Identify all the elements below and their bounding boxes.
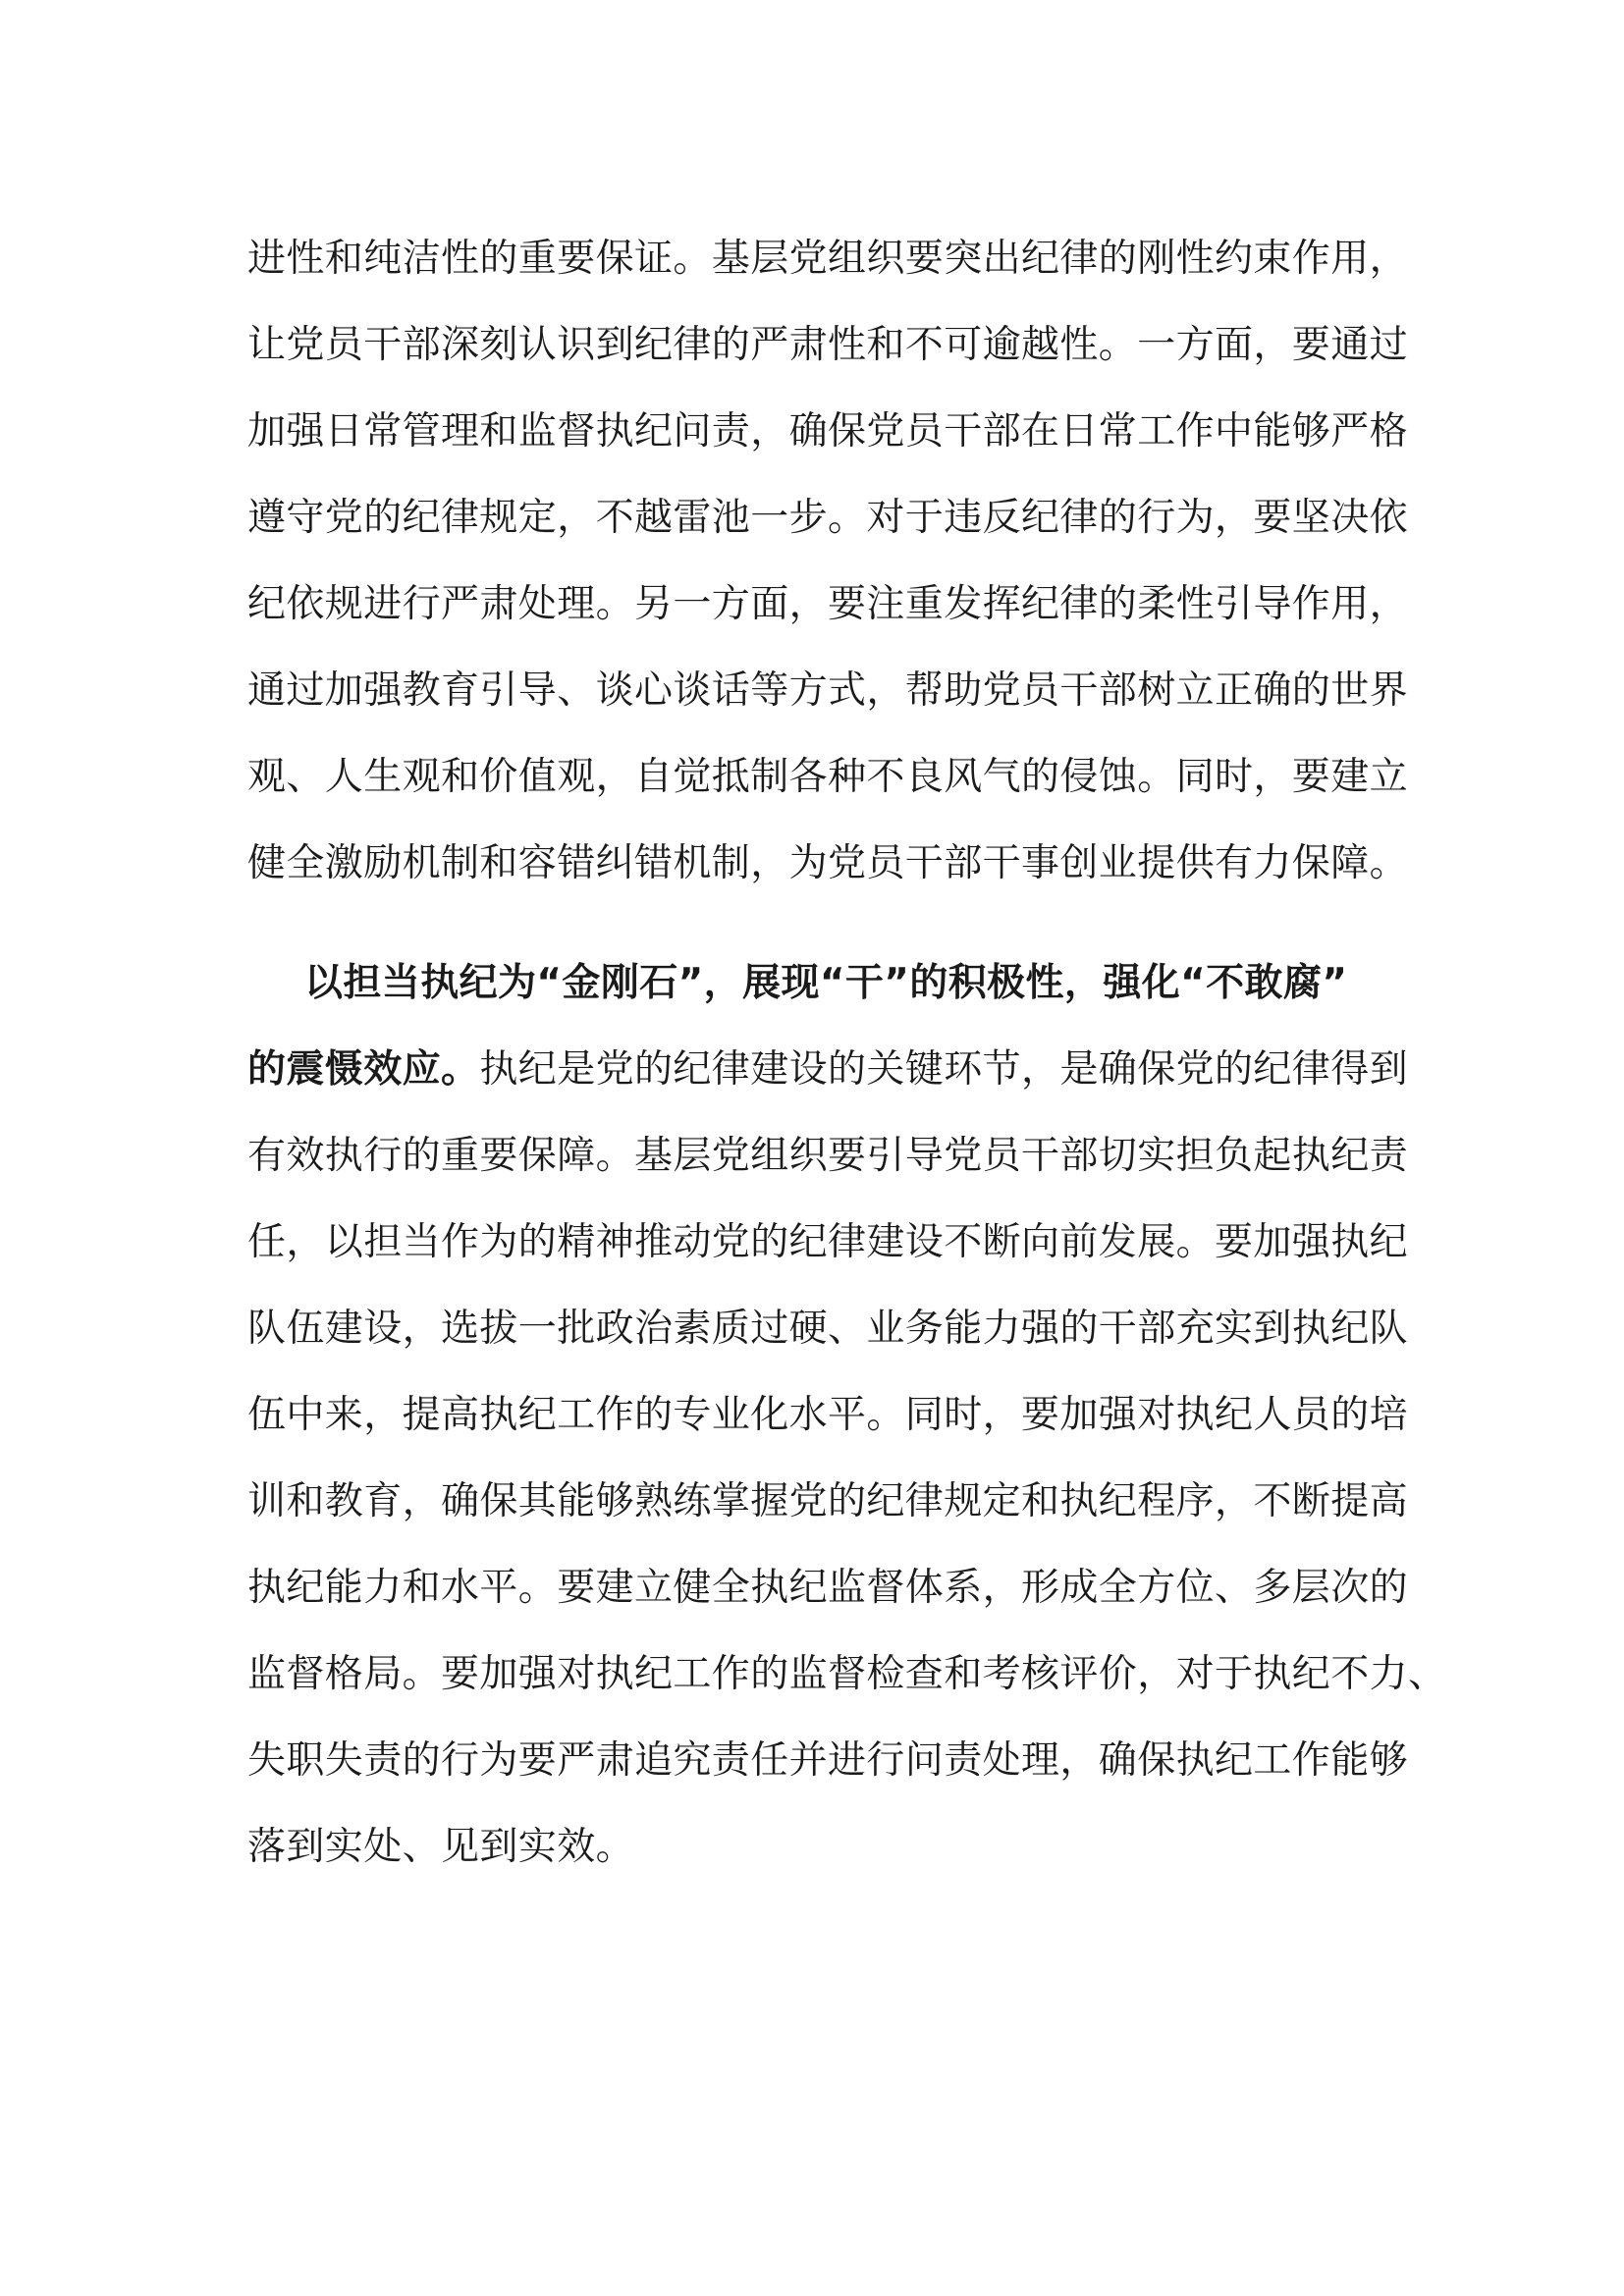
text-line: 加强日常管理和监督执纪问责，确保党员干部在日常工作中能够严格 <box>247 409 1409 454</box>
text-line: 让党员干部深刻认识到纪律的严肃性和不可逾越性。一方面，要通过 <box>247 323 1409 367</box>
text-line: 任，以担当作为的精神推动党的纪律建设不断向前发展。要加强执纪 <box>247 1220 1409 1264</box>
text-line: 训和教育，确保其能够熟练掌握党的纪律规定和执纪程序，不断提高 <box>247 1479 1409 1523</box>
section-heading-end: 的震慑效应。 <box>247 1047 480 1092</box>
text-line: 健全激励机制和容错纠错机制，为党员干部干事创业提供有力保障。 <box>247 841 1409 885</box>
text-line: 进性和纯洁性的重要保证。基层党组织要突出纪律的刚性约束作用， <box>247 237 1409 281</box>
text-line: 有效执行的重要保障。基层党组织要引导党员干部切实担负起执纪责 <box>247 1134 1409 1178</box>
text-line: 纪依规进行严肃处理。另一方面，要注重发挥纪律的柔性引导作用， <box>247 582 1409 626</box>
section-heading: 以担当执纪为“金刚石”，展现“干”的积极性，强化“不敢腐” <box>304 961 1348 1005</box>
text-line: 落到实处、见到实效。 <box>247 1825 635 1869</box>
text-line: 遵守党的纪律规定，不越雷池一步。对于违反纪律的行为，要坚决依 <box>247 496 1409 540</box>
text-line: 队伍建设，选拔一批政治素质过硬、业务能力强的干部充实到执纪队 <box>247 1307 1409 1351</box>
text-line: 监督格局。要加强对执纪工作的监督检查和考核评价，对于执纪不力、 <box>247 1652 1447 1696</box>
text-line-rest: 执纪是党的纪律建设的关键环节，是确保党的纪律得到 <box>479 1047 1409 1092</box>
text-line: 观、人生观和价值观，自觉抵制各种不良风气的侵蚀。同时，要建立 <box>247 755 1409 799</box>
text-line: 失职失责的行为要严肃追究责任并进行问责处理，确保执纪工作能够 <box>247 1738 1409 1783</box>
text-line: 通过加强教育引导、谈心谈话等方式，帮助党员干部树立正确的世界 <box>247 668 1409 713</box>
text-line <box>247 1046 1408 1094</box>
text-line: 伍中来，提高执纪工作的专业化水平。同时，要加强对执纪人员的培 <box>247 1393 1409 1437</box>
text-line: 执纪能力和水平。要建立健全执纪监督体系，形成全方位、多层次的 <box>247 1566 1409 1610</box>
